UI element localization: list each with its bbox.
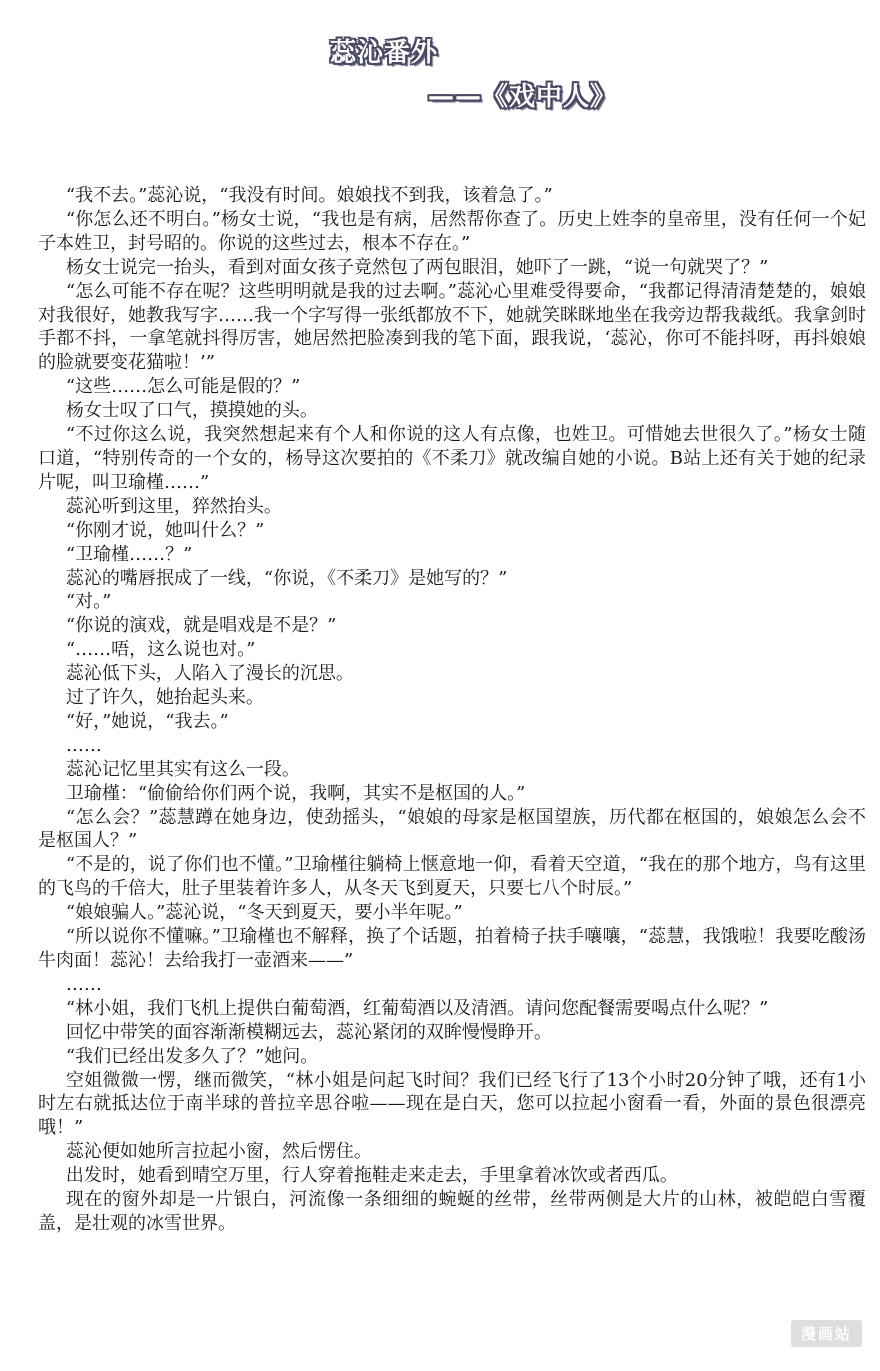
paragraph: …… — [65, 973, 102, 995]
paragraph: 蕊沁记忆里其实有这么一段。 — [65, 758, 300, 780]
paragraph: “你说的演戏，就是唱戏是不是？” — [65, 615, 337, 637]
paragraph: “对。” — [65, 591, 112, 613]
watermark-logo: 漫画站 — [791, 1320, 862, 1347]
paragraph: 蕊沁听到这里，猝然抬头。 — [65, 495, 282, 517]
paragraph: 杨女士说完一抬头，看到对面女孩子竟然包了两包眼泪，她吓了一跳，“说一句就哭了？” — [65, 256, 769, 278]
paragraph: “我们已经出发多久了？”她问。 — [65, 1045, 319, 1067]
paragraph: “卫瑜槿……？” — [65, 543, 193, 565]
paragraph: “你刚才说，她叫什么？” — [65, 519, 265, 541]
paragraph: “这些……怎么可能是假的？” — [65, 376, 301, 398]
paragraph: 出发时，她看到晴空万里，行人穿着拖鞋走来走去，手里拿着冰饮或者西瓜。 — [65, 1165, 678, 1187]
paragraph: “好，”她说，“我去。” — [65, 710, 229, 732]
paragraph: “娘娘骗人。”蕊沁说，“冬天到夏天，要小半年呢。” — [65, 902, 463, 924]
title-line-1: 蕊沁番外 — [330, 38, 439, 68]
paragraph: “不是的，说了你们也不懂。”卫瑜槿往躺椅上惬意地一仰，看着天空道，“我在的那个地方，鸟有这里的飞鸟的千倍大，肚子里装着许多人，从冬天飞到夏天，只要七八个时辰。” — [38, 854, 866, 900]
paragraph: “……唔，这么说也对。” — [65, 639, 256, 661]
paragraph: “林小姐，我们飞机上提供白葡萄酒，红葡萄酒以及清酒。请问您配餐需要喝点什么呢？” — [65, 997, 769, 1019]
paragraph: 卫瑜槿：“偷偷给你们两个说，我啊，其实不是枢国的人。” — [65, 782, 526, 804]
story-body — [38, 184, 866, 1236]
paragraph: “你怎么还不明白。”杨女士说，“我也是有病，居然帮你查了。历史上姓李的皇帝里，没有任何一个妃子本姓卫，封号昭的。你说的这些过去，根本不存在。” — [38, 208, 866, 254]
paragraph: 蕊沁便如她所言拉起小窗，然后愣住。 — [65, 1141, 372, 1163]
paragraph: 回忆中带笑的面容渐渐模糊远去，蕊沁紧闭的双眸慢慢睁开。 — [65, 1021, 552, 1043]
paragraph: “怎么会？”蕊慧蹲在她身边，使劲摇头，“娘娘的母家是枢国望族，历代都在枢国的，娘娘怎么会不是枢国人？” — [38, 806, 866, 852]
paragraph: 杨女士叹了口气，摸摸她的头。 — [65, 400, 318, 422]
paragraph: 蕊沁低下头，人陷入了漫长的沉思。 — [65, 663, 354, 685]
paragraph: 蕊沁的嘴唇抿成了一线，“你说，《不柔刀》是她写的？” — [65, 567, 508, 589]
paragraph: 空姐微微一愣，继而微笑，“林小姐是问起飞时间？我们已经飞行了13个小时20分钟了哦，还有1小时左右就抵达位于南半球的普拉辛思谷啦——现在是白天，您可以拉起小窗看一看，外面的景色很漂亮哦！” — [38, 1069, 866, 1139]
paragraph: “怎么可能不存在呢？这些明明就是我的过去啊。”蕊沁心里难受得要命，“我都记得清清楚楚的，娘娘对我很好，她教我写字……我一个字写得一张纸都放不下，她就笑眯眯地坐在我旁边帮我裁纸。我拿剑时手都不抖，一拿笔就抖得厉害，她居然把脸凑到我的笔下面，跟我说，‘蕊沁，你可不能抖呀，再抖娘娘的脸就要变花猫啦！’” — [38, 280, 866, 374]
title-line-2: ——《戏中人》 — [428, 82, 618, 112]
paragraph: “所以说你不懂嘛。”卫瑜槿也不解释，换了个话题，拍着椅子扶手嚷嚷，“蕊慧，我饿啦！我要吃酸汤牛肉面！蕊沁！去给我打一壶酒来——” — [38, 926, 866, 971]
paragraph: 现在的窗外却是一片银白，河流像一条细细的蜿蜒的丝带，丝带两侧是大片的山林，被皑皑白雪覆盖，是壮观的冰雪世界。 — [38, 1189, 866, 1234]
paragraph: 过了许久，她抬起头来。 — [65, 687, 264, 709]
paragraph: “不过你这么说，我突然想起来有个人和你说的这人有点像，也姓卫。可惜她去世很久了。”杨女士随口道，“特别传奇的一个女的，杨导这次要拍的《不柔刀》就改编自她的小说。B站上还有关于她的纪录片呢，叫卫瑜槿……” — [38, 424, 866, 493]
paragraph: “我不去。”蕊沁说，“我没有时间。娘娘找不到我，该着急了。” — [65, 185, 553, 206]
paragraph: …… — [65, 734, 102, 756]
